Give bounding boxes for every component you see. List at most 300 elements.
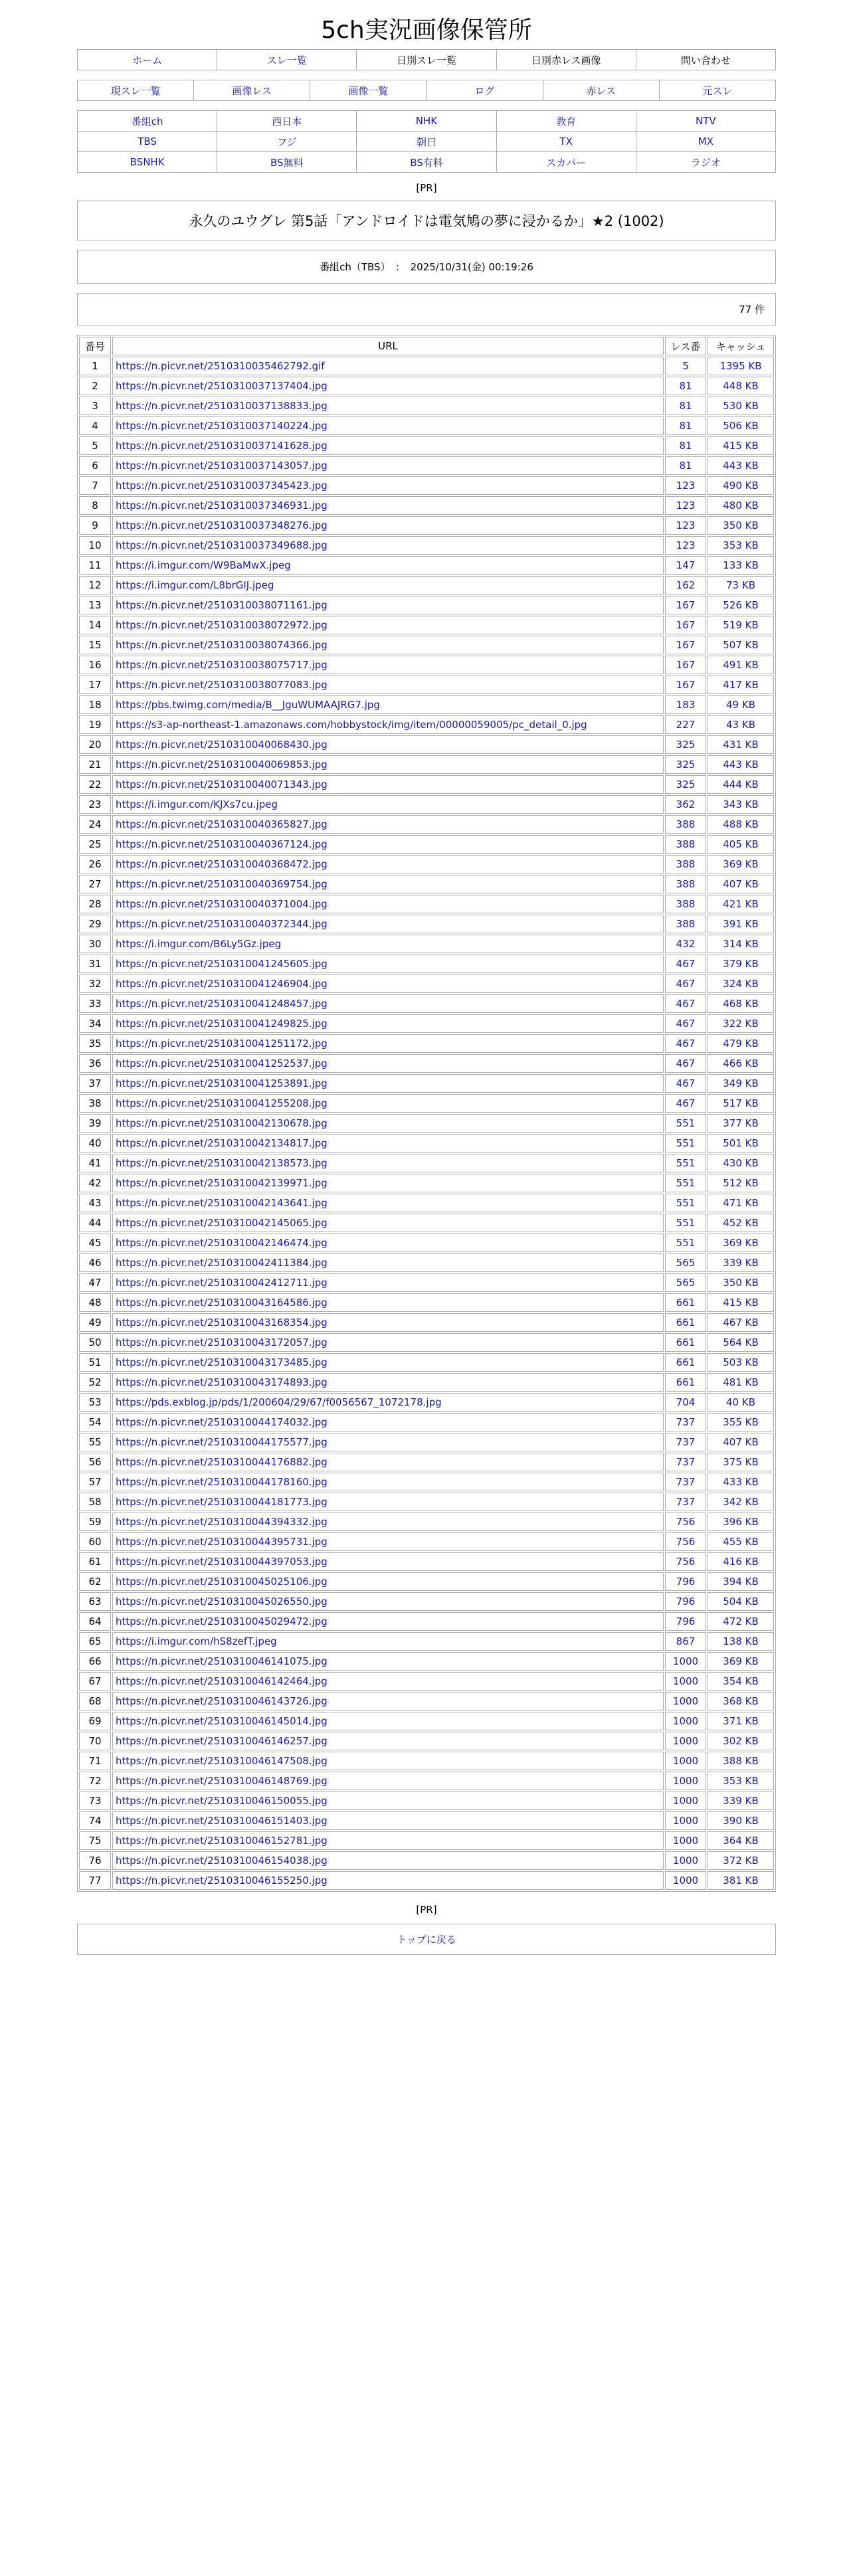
image-url-link[interactable]: https://n.picvr.net/2510310042411384.jpg: [112, 1253, 664, 1272]
image-url-link[interactable]: https://n.picvr.net/2510310043174893.jpg: [112, 1373, 664, 1392]
image-url-link[interactable]: https://n.picvr.net/2510310035462792.gif: [112, 357, 664, 375]
res-number-link[interactable]: 167: [665, 676, 706, 694]
cache-size-link[interactable]: 504 KB: [708, 1592, 774, 1611]
image-url-link[interactable]: https://n.picvr.net/2510310046142464.jpg: [112, 1672, 664, 1691]
res-number-link[interactable]: 81: [665, 416, 706, 435]
row-number: 33: [79, 994, 111, 1013]
cache-size-link[interactable]: 564 KB: [708, 1333, 774, 1352]
cache-size-link[interactable]: 466 KB: [708, 1054, 774, 1073]
cache-size-link[interactable]: 368 KB: [708, 1692, 774, 1710]
cache-size-link[interactable]: 517 KB: [708, 1094, 774, 1113]
row-number: 1: [79, 357, 111, 375]
image-url-link[interactable]: https://n.picvr.net/2510310046145014.jpg: [112, 1712, 664, 1730]
row-number: 22: [79, 775, 111, 794]
channel-link[interactable]: MX: [636, 132, 775, 152]
image-url-link[interactable]: https://n.picvr.net/2510310044178160.jpg: [112, 1473, 664, 1491]
image-url-link[interactable]: https://i.imgur.com/B6Ly5Gz.jpeg: [112, 935, 664, 953]
cache-size-link[interactable]: 353 KB: [708, 1772, 774, 1790]
res-number-link[interactable]: 467: [665, 1074, 706, 1093]
cache-size-link[interactable]: 354 KB: [708, 1672, 774, 1691]
image-url-link[interactable]: https://n.picvr.net/2510310040369754.jpg: [112, 875, 664, 893]
cache-size-link[interactable]: 431 KB: [708, 735, 774, 754]
table-row: [79, 1851, 774, 1870]
cache-size-link[interactable]: 49 KB: [708, 695, 774, 714]
image-url-link[interactable]: https://n.picvr.net/2510310046152781.jpg: [112, 1831, 664, 1850]
row-number: 47: [79, 1273, 111, 1292]
res-number-link[interactable]: 737: [665, 1473, 706, 1491]
cache-size-link[interactable]: 396 KB: [708, 1513, 774, 1531]
image-url-link[interactable]: https://n.picvr.net/2510310046151403.jpg: [112, 1811, 664, 1830]
image-url-link[interactable]: https://n.picvr.net/2510310041253891.jpg: [112, 1074, 664, 1093]
table-row: [79, 1652, 774, 1671]
res-number-link[interactable]: 467: [665, 974, 706, 993]
row-number: 53: [79, 1393, 111, 1412]
cache-size-link[interactable]: 481 KB: [708, 1373, 774, 1392]
image-url-link[interactable]: https://i.imgur.com/W9BaMwX.jpeg: [112, 556, 664, 575]
res-number-link[interactable]: 661: [665, 1373, 706, 1392]
image-url-link[interactable]: https://n.picvr.net/2510310046147508.jpg: [112, 1752, 664, 1770]
cache-size-link[interactable]: 377 KB: [708, 1114, 774, 1133]
row-number: 43: [79, 1194, 111, 1212]
image-url-link[interactable]: https://n.picvr.net/2510310040068430.jpg: [112, 735, 664, 754]
nav-home[interactable]: ホーム: [78, 50, 217, 70]
nav-image-list[interactable]: 画像一覧: [310, 80, 427, 101]
cache-size-link[interactable]: 452 KB: [708, 1214, 774, 1232]
res-number-link[interactable]: 737: [665, 1493, 706, 1511]
row-number: 77: [79, 1871, 111, 1890]
image-url-link[interactable]: https://n.picvr.net/2510310037140224.jpg: [112, 416, 664, 435]
image-url-link[interactable]: https://n.picvr.net/2510310040372344.jpg: [112, 915, 664, 933]
cache-size-link[interactable]: 314 KB: [708, 935, 774, 953]
cache-size-link[interactable]: 324 KB: [708, 974, 774, 993]
res-number-link[interactable]: 661: [665, 1313, 706, 1332]
image-url-link[interactable]: https://n.picvr.net/2510310040367124.jpg: [112, 835, 664, 854]
res-number-link[interactable]: 167: [665, 656, 706, 674]
image-url-link[interactable]: https://n.picvr.net/2510310038075717.jpg: [112, 656, 664, 674]
res-number-link[interactable]: 227: [665, 715, 706, 734]
row-number: 73: [79, 1792, 111, 1810]
cache-size-link[interactable]: 372 KB: [708, 1851, 774, 1870]
cache-size-link[interactable]: 40 KB: [708, 1393, 774, 1412]
table-row: [79, 795, 774, 814]
res-number-link[interactable]: 388: [665, 895, 706, 913]
res-number-link[interactable]: 796: [665, 1612, 706, 1631]
site-title[interactable]: 5ch実況画像保管所: [321, 17, 532, 44]
res-number-link[interactable]: 388: [665, 855, 706, 874]
image-url-link[interactable]: https://n.picvr.net/2510310041255208.jpg: [112, 1094, 664, 1113]
image-url-link[interactable]: https://n.picvr.net/2510310040069853.jpg: [112, 755, 664, 774]
table-row: [79, 1114, 774, 1133]
res-number-link[interactable]: 183: [665, 695, 706, 714]
row-number: 30: [79, 935, 111, 953]
cache-size-link[interactable]: 369 KB: [708, 1234, 774, 1252]
image-url-link[interactable]: https://n.picvr.net/2510310038072972.jpg: [112, 616, 664, 634]
res-number-link[interactable]: 1000: [665, 1732, 706, 1750]
cache-size-link[interactable]: 369 KB: [708, 1652, 774, 1671]
table-row: [79, 1632, 774, 1651]
res-number-link[interactable]: 467: [665, 1034, 706, 1053]
channel-link[interactable]: ラジオ: [636, 152, 775, 173]
image-url-link[interactable]: https://n.picvr.net/2510310043172057.jpg: [112, 1333, 664, 1352]
res-number-link[interactable]: 388: [665, 835, 706, 854]
image-url-link[interactable]: https://n.picvr.net/2510310042139971.jpg: [112, 1174, 664, 1192]
res-number-link[interactable]: 325: [665, 755, 706, 774]
cache-size-link[interactable]: 339 KB: [708, 1253, 774, 1272]
res-number-link[interactable]: 867: [665, 1632, 706, 1651]
channel-link[interactable]: BS無料: [217, 152, 357, 173]
channel-link[interactable]: NTV: [636, 111, 775, 132]
cache-size-link[interactable]: 443 KB: [708, 755, 774, 774]
cache-size-link[interactable]: 390 KB: [708, 1811, 774, 1830]
cache-size-link[interactable]: 302 KB: [708, 1732, 774, 1750]
table-row: [79, 955, 774, 973]
image-url-link[interactable]: https://n.picvr.net/2510310045026550.jpg: [112, 1592, 664, 1611]
res-number-link[interactable]: 661: [665, 1333, 706, 1352]
row-number: 16: [79, 656, 111, 674]
table-row: [79, 616, 774, 634]
image-url-link[interactable]: https://n.picvr.net/2510310044176882.jpg: [112, 1453, 664, 1471]
cache-size-link[interactable]: 491 KB: [708, 656, 774, 674]
cache-size-link[interactable]: 455 KB: [708, 1532, 774, 1551]
cache-size-link[interactable]: 350 KB: [708, 1273, 774, 1292]
row-number: 28: [79, 895, 111, 913]
nav-daily-red-images[interactable]: 日別赤レス画像: [496, 50, 636, 70]
image-url-link[interactable]: https://n.picvr.net/2510310044394332.jpg: [112, 1513, 664, 1531]
cache-size-link[interactable]: 471 KB: [708, 1194, 774, 1212]
cache-size-link[interactable]: 364 KB: [708, 1831, 774, 1850]
res-number-link[interactable]: 1000: [665, 1851, 706, 1870]
table-row: [79, 1612, 774, 1631]
res-number-link[interactable]: 162: [665, 576, 706, 595]
res-number-link[interactable]: 756: [665, 1552, 706, 1571]
cache-size-link[interactable]: 448 KB: [708, 377, 774, 395]
cache-size-link[interactable]: 133 KB: [708, 556, 774, 575]
image-url-link[interactable]: https://n.picvr.net/2510310042130678.jpg: [112, 1114, 664, 1133]
cache-size-link[interactable]: 512 KB: [708, 1174, 774, 1192]
cache-size-link[interactable]: 369 KB: [708, 855, 774, 874]
res-number-link[interactable]: 551: [665, 1234, 706, 1252]
cache-size-link[interactable]: 405 KB: [708, 835, 774, 854]
image-url-link[interactable]: https://n.picvr.net/2510310043168354.jpg: [112, 1313, 664, 1332]
cache-size-link[interactable]: 526 KB: [708, 596, 774, 614]
res-number-link[interactable]: 362: [665, 795, 706, 814]
table-row: [79, 1393, 774, 1412]
cache-size-link[interactable]: 467 KB: [708, 1313, 774, 1332]
res-number-link[interactable]: 796: [665, 1572, 706, 1591]
row-number: 3: [79, 397, 111, 415]
cache-size-link[interactable]: 343 KB: [708, 795, 774, 814]
row-number: 11: [79, 556, 111, 575]
cache-size-link[interactable]: 381 KB: [708, 1871, 774, 1890]
image-url-link[interactable]: https://n.picvr.net/2510310041248457.jpg: [112, 994, 664, 1013]
image-url-link[interactable]: https://n.picvr.net/2510310037346931.jpg: [112, 496, 664, 515]
cache-size-link[interactable]: 371 KB: [708, 1712, 774, 1730]
cache-size-link[interactable]: 355 KB: [708, 1413, 774, 1431]
channel-link[interactable]: 西日本: [217, 111, 357, 132]
res-number-link[interactable]: 1000: [665, 1672, 706, 1691]
cache-size-link[interactable]: 391 KB: [708, 915, 774, 933]
image-url-link[interactable]: https://n.picvr.net/2510310037345423.jpg: [112, 476, 664, 495]
cache-size-link[interactable]: 530 KB: [708, 397, 774, 415]
res-number-link[interactable]: 467: [665, 1014, 706, 1033]
res-number-link[interactable]: 325: [665, 735, 706, 754]
res-number-link[interactable]: 147: [665, 556, 706, 575]
channel-link[interactable]: TBS: [78, 132, 217, 152]
image-url-link[interactable]: https://n.picvr.net/2510310041246904.jpg: [112, 974, 664, 993]
nav-contact[interactable]: 問い合わせ: [636, 50, 775, 70]
image-url-link[interactable]: https://n.picvr.net/2510310046148769.jpg: [112, 1772, 664, 1790]
cache-size-link[interactable]: 73 KB: [708, 576, 774, 595]
image-url-link[interactable]: https://n.picvr.net/2510310037138833.jpg: [112, 397, 664, 415]
image-url-link[interactable]: https://n.picvr.net/2510310038071161.jpg: [112, 596, 664, 614]
image-url-link[interactable]: https://n.picvr.net/2510310043164586.jpg: [112, 1293, 664, 1312]
image-url-link[interactable]: https://n.picvr.net/2510310045029472.jpg: [112, 1612, 664, 1631]
image-url-link[interactable]: https://n.picvr.net/2510310043173485.jpg: [112, 1353, 664, 1372]
res-number-link[interactable]: 123: [665, 476, 706, 495]
image-url-link[interactable]: https://n.picvr.net/2510310038077083.jpg: [112, 676, 664, 694]
nav-original-thread[interactable]: 元スレ: [659, 80, 775, 101]
res-number-link[interactable]: 565: [665, 1253, 706, 1272]
res-number-link[interactable]: 123: [665, 536, 706, 555]
res-number-link[interactable]: 5: [665, 357, 706, 375]
channel-link[interactable]: NHK: [357, 111, 496, 132]
image-url-link[interactable]: https://n.picvr.net/2510310040371004.jpg: [112, 895, 664, 913]
image-url-link[interactable]: https://n.picvr.net/2510310042145065.jpg: [112, 1214, 664, 1232]
image-url-link[interactable]: https://n.picvr.net/2510310040368472.jpg: [112, 855, 664, 874]
channel-link[interactable]: フジ: [217, 132, 357, 152]
cache-size-link[interactable]: 433 KB: [708, 1473, 774, 1491]
count-box: [77, 293, 776, 325]
res-number-link[interactable]: 167: [665, 596, 706, 614]
image-url-link[interactable]: https://n.picvr.net/2510310046141075.jpg: [112, 1652, 664, 1671]
image-url-link[interactable]: https://i.imgur.com/L8brGIJ.jpeg: [112, 576, 664, 595]
cache-size-link[interactable]: 519 KB: [708, 616, 774, 634]
res-number-link[interactable]: 123: [665, 496, 706, 515]
res-number-link[interactable]: 81: [665, 436, 706, 455]
cache-size-link[interactable]: 480 KB: [708, 496, 774, 515]
res-number-link[interactable]: 81: [665, 397, 706, 415]
res-number-link[interactable]: 81: [665, 377, 706, 395]
res-number-link[interactable]: 551: [665, 1154, 706, 1172]
channel-link[interactable]: BS有料: [357, 152, 496, 173]
row-number: 34: [79, 1014, 111, 1033]
channel-link[interactable]: スカパー: [496, 152, 636, 173]
res-number-link[interactable]: 467: [665, 994, 706, 1013]
table-row: [79, 935, 774, 953]
image-url-link[interactable]: https://n.picvr.net/2510310046143726.jpg: [112, 1692, 664, 1710]
back-to-top-link[interactable]: トップに戻る: [77, 1924, 776, 1955]
cache-size-link[interactable]: 350 KB: [708, 516, 774, 535]
res-number-link[interactable]: 756: [665, 1532, 706, 1551]
image-url-link[interactable]: https://s3-ap-northeast-1.amazonaws.com/hobbystock/img/item/00000059005/pc_detail_0.jpg: [112, 715, 664, 734]
res-number-link[interactable]: 1000: [665, 1692, 706, 1710]
image-url-link[interactable]: https://n.picvr.net/2510310042134817.jpg: [112, 1134, 664, 1152]
cache-size-link[interactable]: 379 KB: [708, 955, 774, 973]
res-number-link[interactable]: 388: [665, 915, 706, 933]
res-number-link[interactable]: 704: [665, 1393, 706, 1412]
col-header-url: URL: [112, 337, 664, 355]
channel-link[interactable]: BSNHK: [78, 152, 217, 173]
image-url-link[interactable]: https://n.picvr.net/2510310040365827.jpg: [112, 815, 664, 834]
cache-size-link[interactable]: 349 KB: [708, 1074, 774, 1093]
image-url-link[interactable]: https://n.picvr.net/2510310037141628.jpg: [112, 436, 664, 455]
cache-size-link[interactable]: 507 KB: [708, 636, 774, 654]
res-number-link[interactable]: 551: [665, 1214, 706, 1232]
row-number: 50: [79, 1333, 111, 1352]
table-row: [79, 1493, 774, 1511]
cache-size-link[interactable]: 430 KB: [708, 1154, 774, 1172]
row-number: 7: [79, 476, 111, 495]
footer-pr-label: [PR]: [416, 1904, 437, 1916]
res-number-link[interactable]: 467: [665, 1054, 706, 1073]
cache-size-link[interactable]: 468 KB: [708, 994, 774, 1013]
channel-nav: [77, 110, 776, 173]
cache-size-link[interactable]: 444 KB: [708, 775, 774, 794]
image-url-link[interactable]: https://n.picvr.net/2510310044175577.jpg: [112, 1433, 664, 1451]
res-number-link[interactable]: 1000: [665, 1772, 706, 1790]
image-url-link[interactable]: https://n.picvr.net/2510310045025106.jpg: [112, 1572, 664, 1591]
image-url-link[interactable]: https://n.picvr.net/2510310037348276.jpg: [112, 516, 664, 535]
image-url-link[interactable]: https://pds.exblog.jp/pds/1/200604/29/67/f0056567_1072178.jpg: [112, 1393, 664, 1412]
image-count: 77 件: [739, 304, 765, 316]
table-row: [79, 1532, 774, 1551]
cache-size-link[interactable]: 416 KB: [708, 1552, 774, 1571]
image-url-link[interactable]: https://n.picvr.net/2510310046154038.jpg: [112, 1851, 664, 1870]
cache-size-link[interactable]: 501 KB: [708, 1134, 774, 1152]
image-url-link[interactable]: https://n.picvr.net/2510310042146474.jpg: [112, 1234, 664, 1252]
cache-size-link[interactable]: 407 KB: [708, 1433, 774, 1451]
cache-size-link[interactable]: 503 KB: [708, 1353, 774, 1372]
cache-size-link[interactable]: 1395 KB: [708, 357, 774, 375]
cache-size-link[interactable]: 388 KB: [708, 1752, 774, 1770]
cache-size-link[interactable]: 443 KB: [708, 456, 774, 475]
cache-size-link[interactable]: 488 KB: [708, 815, 774, 834]
table-row: [79, 1034, 774, 1053]
res-number-link[interactable]: 167: [665, 616, 706, 634]
cache-size-link[interactable]: 490 KB: [708, 476, 774, 495]
cache-size-link[interactable]: 322 KB: [708, 1014, 774, 1033]
image-url-link[interactable]: https://n.picvr.net/2510310042412711.jpg: [112, 1273, 664, 1292]
res-number-link[interactable]: 796: [665, 1592, 706, 1611]
image-url-link[interactable]: https://n.picvr.net/2510310037143057.jpg: [112, 456, 664, 475]
channel-link[interactable]: 教育: [496, 111, 636, 132]
table-row: [79, 835, 774, 854]
image-url-link[interactable]: https://n.picvr.net/2510310046150055.jpg: [112, 1792, 664, 1810]
cache-size-link[interactable]: 506 KB: [708, 416, 774, 435]
image-url-link[interactable]: https://n.picvr.net/2510310042138573.jpg: [112, 1154, 664, 1172]
image-url-link[interactable]: https://n.picvr.net/2510310044174032.jpg: [112, 1413, 664, 1431]
res-number-link[interactable]: 1000: [665, 1652, 706, 1671]
image-url-link[interactable]: https://n.picvr.net/2510310041245605.jpg: [112, 955, 664, 973]
res-number-link[interactable]: 432: [665, 935, 706, 953]
res-number-link[interactable]: 565: [665, 1273, 706, 1292]
res-number-link[interactable]: 1000: [665, 1752, 706, 1770]
image-url-link[interactable]: https://n.picvr.net/2510310046155250.jpg: [112, 1871, 664, 1890]
res-number-link[interactable]: 1000: [665, 1831, 706, 1850]
res-number-link[interactable]: 1000: [665, 1712, 706, 1730]
cache-size-link[interactable]: 417 KB: [708, 676, 774, 694]
table-row: [79, 676, 774, 694]
cache-size-link[interactable]: 394 KB: [708, 1572, 774, 1591]
cache-size-link[interactable]: 415 KB: [708, 436, 774, 455]
res-number-link[interactable]: 388: [665, 815, 706, 834]
res-number-link[interactable]: 123: [665, 516, 706, 535]
image-url-link[interactable]: https://n.picvr.net/2510310042143641.jpg: [112, 1194, 664, 1212]
image-url-link[interactable]: https://n.picvr.net/2510310041251172.jpg: [112, 1034, 664, 1053]
res-number-link[interactable]: 1000: [665, 1792, 706, 1810]
image-url-link[interactable]: https://i.imgur.com/KJXs7cu.jpeg: [112, 795, 664, 814]
row-number: 68: [79, 1692, 111, 1710]
channel-link[interactable]: 番組ch: [78, 111, 217, 132]
cache-size-link[interactable]: 339 KB: [708, 1792, 774, 1810]
res-number-link[interactable]: 737: [665, 1413, 706, 1431]
res-number-link[interactable]: 467: [665, 1094, 706, 1113]
res-number-link[interactable]: 167: [665, 636, 706, 654]
res-number-link[interactable]: 467: [665, 955, 706, 973]
cache-size-link[interactable]: 353 KB: [708, 536, 774, 555]
res-number-link[interactable]: 737: [665, 1453, 706, 1471]
cache-size-link[interactable]: 138 KB: [708, 1632, 774, 1651]
image-url-link[interactable]: https://n.picvr.net/2510310046146257.jpg: [112, 1732, 664, 1750]
nav-log[interactable]: ログ: [427, 80, 543, 101]
row-number: 31: [79, 955, 111, 973]
image-url-link[interactable]: https://pbs.twimg.com/media/B__JguWUMAAJRG7.jpg: [112, 695, 664, 714]
res-number-link[interactable]: 737: [665, 1433, 706, 1451]
res-number-link[interactable]: 661: [665, 1293, 706, 1312]
nav-daily-thread-list[interactable]: 日別スレ一覧: [357, 50, 496, 70]
table-row: [79, 476, 774, 495]
cache-size-link[interactable]: 375 KB: [708, 1453, 774, 1471]
cache-size-link[interactable]: 342 KB: [708, 1493, 774, 1511]
channel-link[interactable]: 朝日: [357, 132, 496, 152]
cache-size-link[interactable]: 43 KB: [708, 715, 774, 734]
image-url-link[interactable]: https://n.picvr.net/2510310038074366.jpg: [112, 636, 664, 654]
image-url-link[interactable]: https://n.picvr.net/2510310044395731.jpg: [112, 1532, 664, 1551]
nav-image-res[interactable]: 画像レス: [194, 80, 310, 101]
res-number-link[interactable]: 756: [665, 1513, 706, 1531]
image-url-link[interactable]: https://n.picvr.net/2510310037137404.jpg: [112, 377, 664, 395]
res-number-link[interactable]: 661: [665, 1353, 706, 1372]
col-header-number: 番号: [79, 337, 111, 355]
res-number-link[interactable]: 551: [665, 1174, 706, 1192]
res-number-link[interactable]: 1000: [665, 1811, 706, 1830]
channel-link[interactable]: TX: [496, 132, 636, 152]
image-url-link[interactable]: https://i.imgur.com/hS8zefT.jpeg: [112, 1632, 664, 1651]
res-number-link[interactable]: 551: [665, 1114, 706, 1133]
cache-size-link[interactable]: 415 KB: [708, 1293, 774, 1312]
nav-current-threads[interactable]: 現スレ一覧: [78, 80, 194, 101]
res-number-link[interactable]: 81: [665, 456, 706, 475]
image-url-link[interactable]: https://n.picvr.net/2510310044397053.jpg: [112, 1552, 664, 1571]
res-number-link[interactable]: 388: [665, 875, 706, 893]
image-url-link[interactable]: https://n.picvr.net/2510310044181773.jpg: [112, 1493, 664, 1511]
res-number-link[interactable]: 1000: [665, 1871, 706, 1890]
cache-size-link[interactable]: 421 KB: [708, 895, 774, 913]
image-url-link[interactable]: https://n.picvr.net/2510310041252537.jpg: [112, 1054, 664, 1073]
image-url-link[interactable]: https://n.picvr.net/2510310040071343.jpg: [112, 775, 664, 794]
cache-size-link[interactable]: 472 KB: [708, 1612, 774, 1631]
nav-red-res[interactable]: 赤レス: [543, 80, 659, 101]
res-number-link[interactable]: 551: [665, 1194, 706, 1212]
image-url-link[interactable]: https://n.picvr.net/2510310037349688.jpg: [112, 536, 664, 555]
res-number-link[interactable]: 551: [665, 1134, 706, 1152]
table-row: [79, 1333, 774, 1352]
cache-size-link[interactable]: 479 KB: [708, 1034, 774, 1053]
res-number-link[interactable]: 325: [665, 775, 706, 794]
image-url-link[interactable]: https://n.picvr.net/2510310041249825.jpg: [112, 1014, 664, 1033]
cache-size-link[interactable]: 407 KB: [708, 875, 774, 893]
nav-thread-list[interactable]: スレ一覧: [217, 50, 357, 70]
